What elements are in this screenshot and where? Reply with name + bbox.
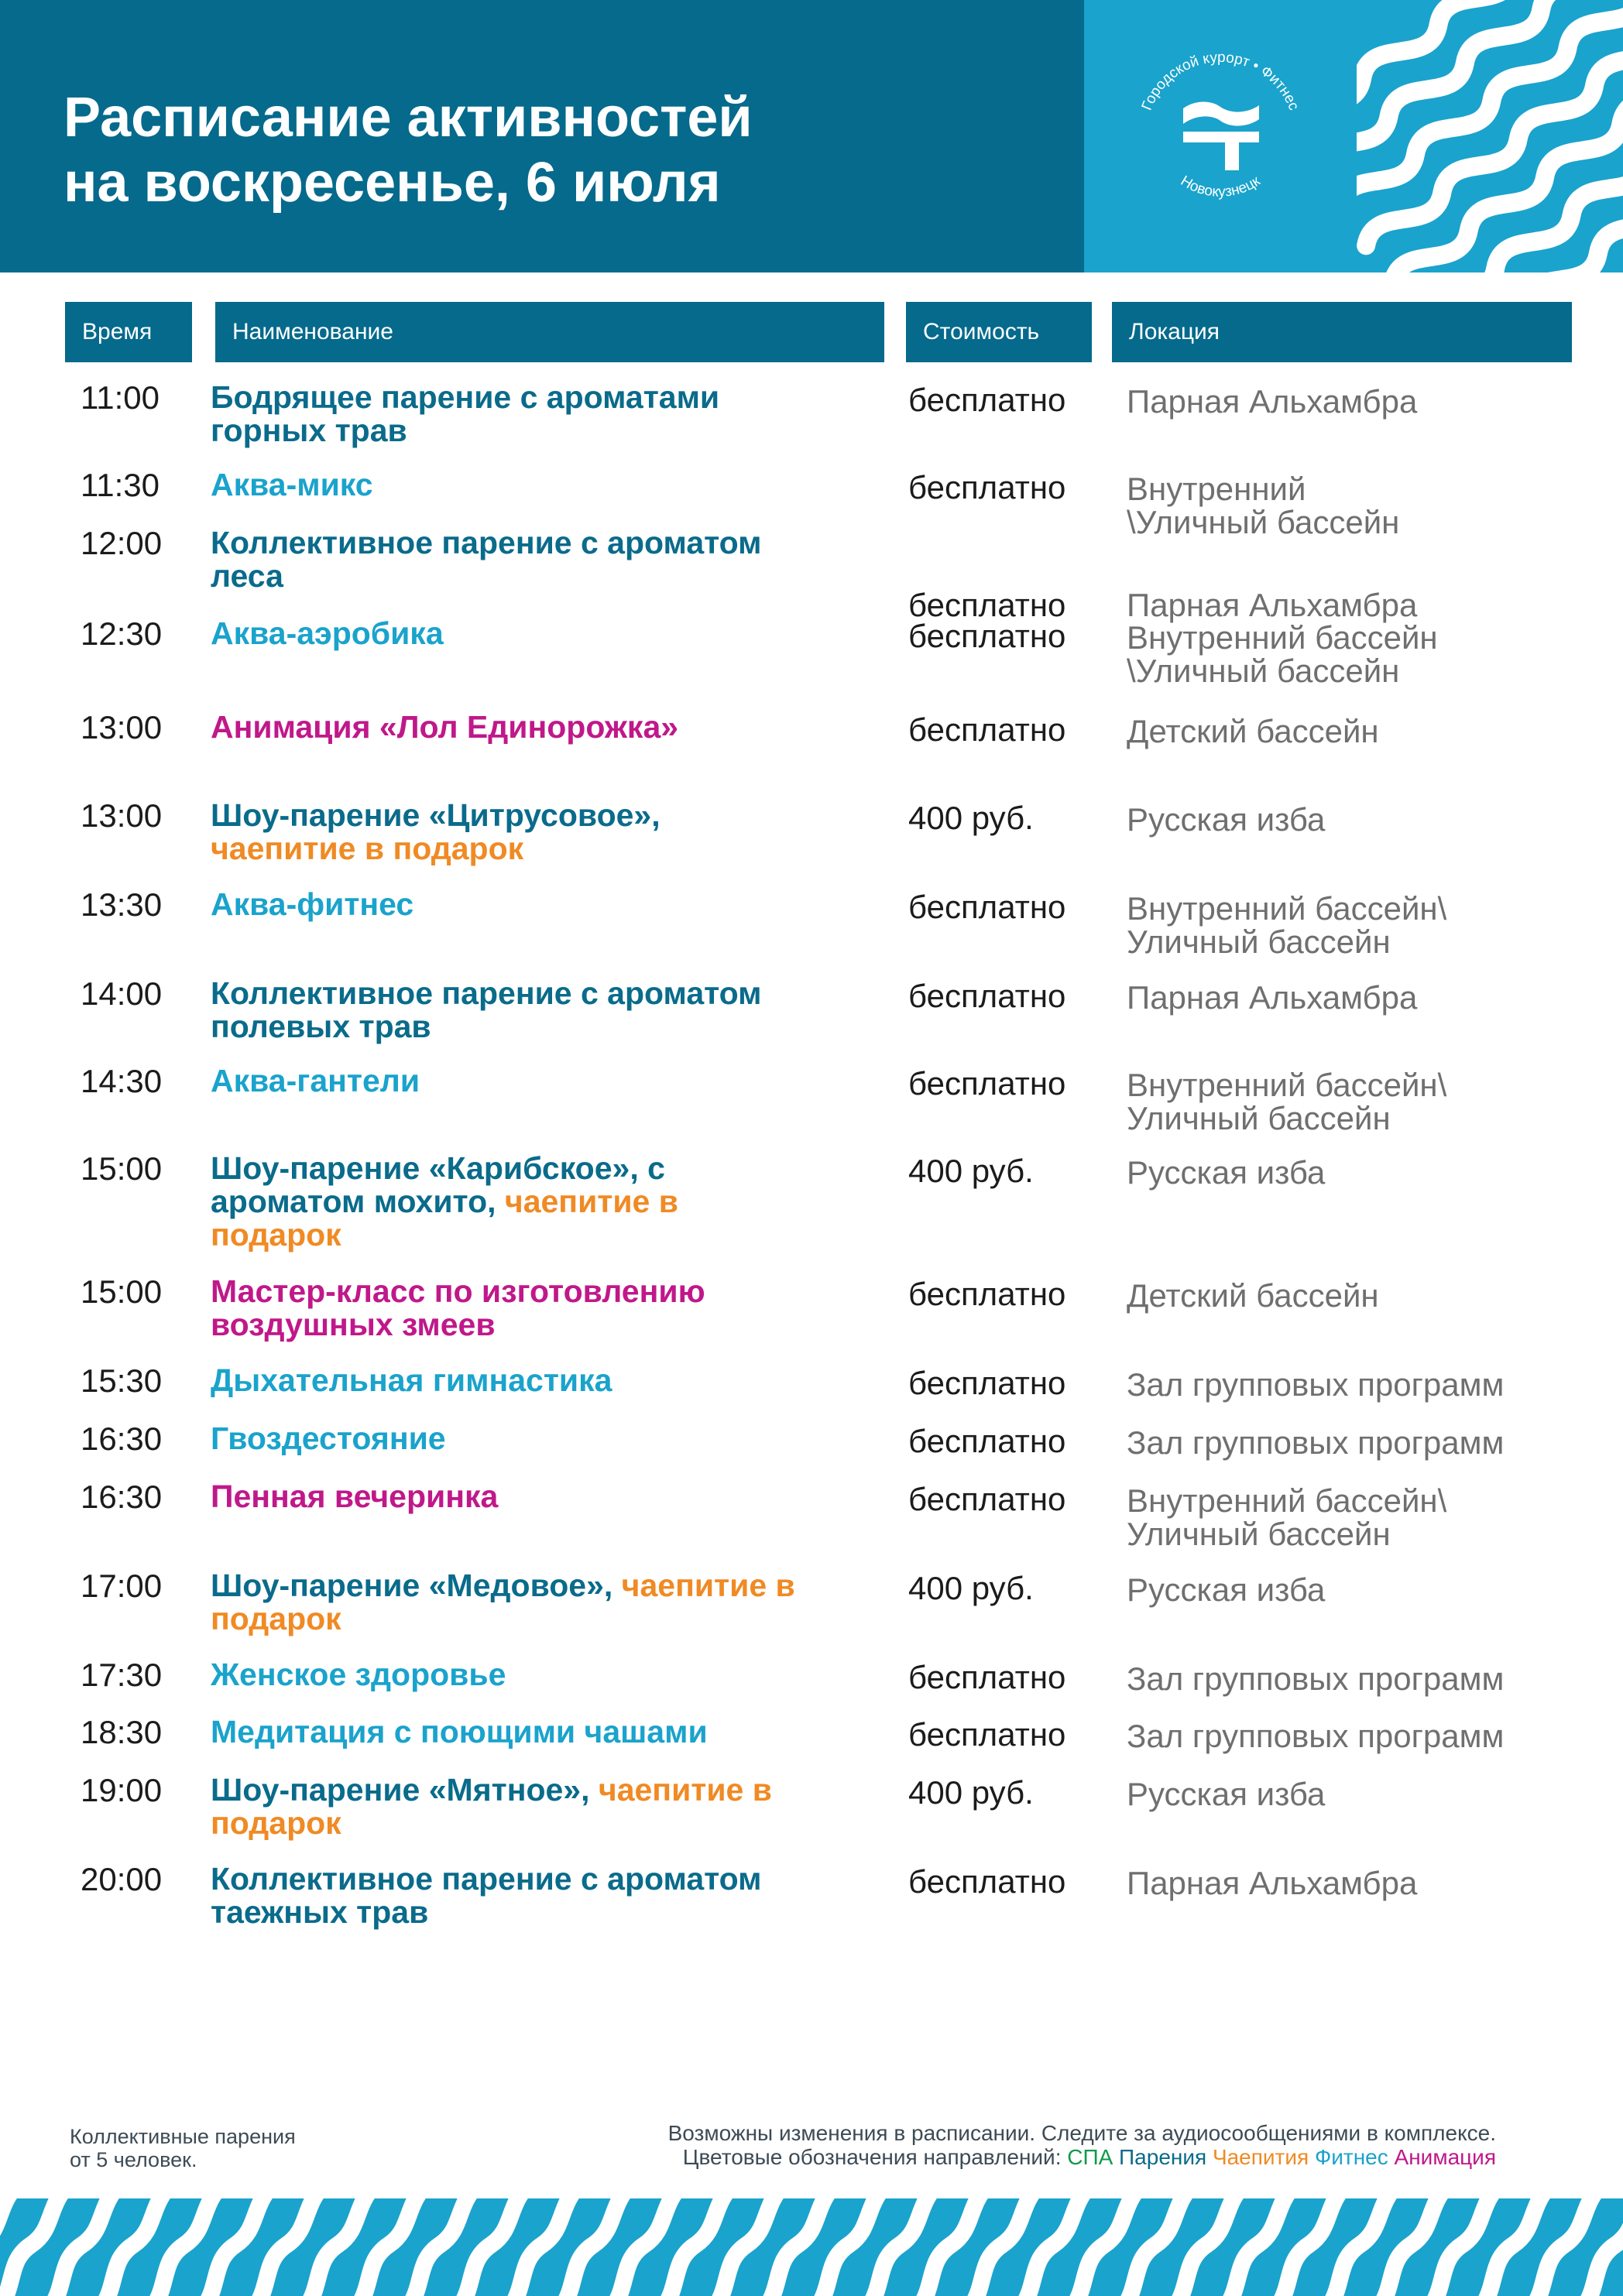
row-price: 400 руб. bbox=[908, 800, 1034, 836]
location-line: Русская изба bbox=[1127, 1154, 1326, 1191]
activity-name-line bbox=[211, 711, 678, 744]
activity-name-segment: Женское здоровье bbox=[211, 1657, 506, 1692]
wave-pattern-icon bbox=[0, 2198, 1623, 2296]
row-location bbox=[1127, 1484, 1446, 1551]
row-location bbox=[1127, 588, 1417, 622]
wave-pattern-icon bbox=[1357, 0, 1623, 272]
column-header-location: Локация bbox=[1112, 302, 1572, 362]
activity-name-line bbox=[211, 1602, 795, 1636]
activity-name-segment: подарок bbox=[211, 1217, 341, 1253]
activity-name-segment: Гвоздестояние bbox=[211, 1420, 446, 1456]
activity-name-segment: Шоу-парение «Мятное», bbox=[211, 1772, 599, 1808]
legend-item: СПА bbox=[1067, 2145, 1113, 2169]
column-header-price: Стоимость bbox=[906, 302, 1092, 362]
legend-item: Анимация bbox=[1388, 2145, 1496, 2169]
location-line: Парная Альхамбра bbox=[1127, 1865, 1418, 1901]
activity-name-line bbox=[211, 1308, 705, 1342]
activity-name-segment: ароматом мохито, bbox=[211, 1184, 505, 1219]
row-location bbox=[1127, 1719, 1504, 1753]
row-activity-name bbox=[211, 617, 444, 650]
row-activity-name bbox=[211, 888, 413, 921]
location-line: \Уличный бассейн bbox=[1127, 653, 1400, 689]
footer-notice: Возможны изменения в расписании. Следите за аудиосообщениями в комплексе. bbox=[667, 2121, 1496, 2145]
row-price: бесплатно bbox=[908, 978, 1066, 1014]
page-title bbox=[63, 85, 1055, 215]
row-activity-name bbox=[211, 1658, 506, 1691]
row-activity-name bbox=[211, 1364, 612, 1397]
row-price: бесплатно bbox=[908, 1276, 1066, 1312]
row-location bbox=[1127, 892, 1446, 958]
location-line: Детский бассейн bbox=[1127, 713, 1379, 749]
row-activity-name bbox=[211, 1480, 498, 1513]
location-line: Русская изба bbox=[1127, 1571, 1326, 1608]
wave-pattern-top bbox=[1357, 0, 1623, 272]
legend-label: Цветовые обозначения направлений: bbox=[682, 2145, 1062, 2169]
location-line: Внутренний бассейн\ bbox=[1127, 1482, 1447, 1519]
row-time: 20:00 bbox=[81, 1861, 163, 1897]
activity-name-segment: Шоу-парение «Медовое», bbox=[211, 1568, 622, 1603]
activity-name-segment: воздушных змеев bbox=[211, 1307, 496, 1342]
activity-name-segment: Шоу-парение «Цитрусовое», bbox=[211, 797, 661, 833]
row-location bbox=[1127, 1573, 1325, 1606]
row-time: 16:30 bbox=[81, 1479, 163, 1515]
row-activity-name bbox=[211, 1863, 762, 1929]
row-price: бесплатно bbox=[908, 1365, 1066, 1401]
row-price: бесплатно bbox=[908, 1659, 1066, 1695]
activity-name-segment: Дыхательная гимнастика bbox=[211, 1362, 612, 1398]
footer-left-line-2: от 5 человек. bbox=[70, 2148, 197, 2171]
location-line: Внутренний бассейн bbox=[1127, 619, 1438, 656]
activity-name-line bbox=[211, 832, 661, 865]
row-location bbox=[1127, 1866, 1417, 1900]
row-time: 13:30 bbox=[81, 886, 163, 923]
location-line: Внутренний bbox=[1127, 471, 1306, 507]
activity-name-line bbox=[211, 1480, 498, 1513]
row-time: 19:00 bbox=[81, 1772, 163, 1808]
row-price: 400 руб. bbox=[908, 1774, 1034, 1811]
activity-name-line bbox=[211, 1185, 678, 1218]
row-location bbox=[1127, 1777, 1325, 1811]
row-time: 14:00 bbox=[81, 975, 163, 1012]
row-activity-name bbox=[211, 1064, 420, 1098]
logo-ring-bottom: Новокузнецк bbox=[1177, 173, 1264, 200]
activity-name-segment: Шоу-парение «Карибское», с bbox=[211, 1150, 665, 1186]
activity-name-line bbox=[211, 1807, 772, 1840]
row-time: 15:00 bbox=[81, 1150, 163, 1187]
activity-name-line bbox=[211, 977, 762, 1010]
activity-name-segment: Коллективное парение с ароматом bbox=[211, 525, 762, 560]
row-price: бесплатно bbox=[908, 469, 1066, 505]
column-header-time: Время bbox=[65, 302, 192, 362]
activity-name-line bbox=[211, 1773, 772, 1807]
row-activity-name bbox=[211, 977, 762, 1043]
location-line: Уличный бассейн bbox=[1127, 1516, 1391, 1552]
location-line: Уличный бассейн bbox=[1127, 924, 1391, 960]
activity-name-line bbox=[211, 1364, 612, 1397]
row-price: бесплатно bbox=[908, 1863, 1066, 1900]
row-time: 12:30 bbox=[81, 615, 163, 652]
activity-name-segment: Аква-гантели bbox=[211, 1063, 420, 1098]
title-line-2: на воскресенье, 6 июля bbox=[63, 152, 721, 214]
activity-name-segment: Аква-аэробика bbox=[211, 615, 444, 651]
location-line: Зал групповых программ bbox=[1127, 1660, 1505, 1697]
activity-name-segment: Коллективное парение с ароматом bbox=[211, 975, 762, 1011]
row-activity-name bbox=[211, 526, 762, 593]
footer-note-left bbox=[70, 2125, 296, 2171]
activity-name-line bbox=[211, 1569, 795, 1602]
location-line: Парная Альхамбра bbox=[1127, 383, 1418, 420]
activity-name-line bbox=[211, 1863, 762, 1896]
activity-name-segment: Аква-фитнес bbox=[211, 886, 414, 922]
row-time: 12:00 bbox=[81, 525, 163, 561]
activity-name-line bbox=[211, 381, 719, 414]
row-time: 11:30 bbox=[81, 467, 160, 503]
color-legend bbox=[668, 2145, 1496, 2169]
row-time: 13:00 bbox=[81, 709, 163, 745]
row-price: 400 руб. bbox=[908, 1570, 1034, 1606]
activity-name-segment: горных трав bbox=[211, 413, 407, 448]
activity-name-line bbox=[211, 799, 661, 832]
activity-name-line bbox=[211, 1275, 705, 1308]
location-line: \Уличный бассейн bbox=[1127, 504, 1400, 540]
location-line: Парная Альхамбра bbox=[1127, 587, 1418, 623]
row-price: бесплатно bbox=[908, 1716, 1066, 1753]
logo-ring-top: Городской курорт • Фитнес bbox=[1138, 49, 1302, 113]
activity-name-line bbox=[211, 1152, 678, 1185]
row-location bbox=[1127, 803, 1325, 836]
header-banner bbox=[0, 0, 1084, 272]
row-price: бесплатно bbox=[908, 1481, 1066, 1517]
row-price: бесплатно bbox=[908, 1423, 1066, 1459]
location-line: Внутренний бассейн\ bbox=[1127, 1067, 1447, 1103]
svg-text:Новокузнецк bbox=[1178, 173, 1264, 200]
activity-name-segment: Мастер-класс по изготовлению bbox=[211, 1273, 705, 1309]
activity-name-line bbox=[211, 468, 373, 502]
activity-name-line bbox=[211, 1064, 420, 1098]
location-line: Парная Альхамбра bbox=[1127, 979, 1418, 1016]
row-location bbox=[1127, 1279, 1379, 1312]
footer-left-line-1: Коллективные парения bbox=[70, 2125, 296, 2148]
row-activity-name bbox=[211, 1715, 708, 1749]
row-price: бесплатно bbox=[908, 587, 1066, 623]
location-line: Внутренний бассейн\ bbox=[1127, 890, 1447, 927]
row-price: бесплатно bbox=[908, 711, 1066, 748]
legend-item: Фитнес bbox=[1309, 2145, 1388, 2169]
row-location bbox=[1127, 1426, 1504, 1459]
row-activity-name bbox=[211, 381, 719, 447]
activity-name-line bbox=[211, 1658, 506, 1691]
logo-panel bbox=[1084, 0, 1357, 272]
row-activity-name bbox=[211, 799, 661, 865]
location-line: Русская изба bbox=[1127, 801, 1326, 838]
row-time: 17:30 bbox=[81, 1657, 163, 1693]
column-header-name: Наименование bbox=[215, 302, 884, 362]
row-time: 15:30 bbox=[81, 1362, 163, 1399]
activity-name-segment: чаепитие в bbox=[598, 1772, 772, 1808]
row-location bbox=[1127, 385, 1417, 418]
row-location bbox=[1127, 472, 1399, 539]
row-activity-name bbox=[211, 711, 678, 744]
row-location bbox=[1127, 981, 1417, 1014]
activity-name-segment: чаепитие в bbox=[504, 1184, 678, 1219]
activity-name-line bbox=[211, 1715, 708, 1749]
row-time: 18:30 bbox=[81, 1714, 163, 1750]
row-time: 14:30 bbox=[81, 1063, 163, 1099]
footer-note-right bbox=[668, 2121, 1496, 2169]
activity-name-line bbox=[211, 414, 719, 447]
row-location bbox=[1127, 1662, 1504, 1695]
activity-name-segment: таежных трав bbox=[211, 1894, 429, 1930]
location-line: Детский бассейн bbox=[1127, 1277, 1379, 1314]
activity-name-segment: Бодрящее парение с ароматами bbox=[211, 379, 720, 415]
activity-name-segment: чаепитие в подарок bbox=[211, 831, 524, 866]
row-time: 11:00 bbox=[81, 379, 160, 416]
row-activity-name bbox=[211, 1569, 795, 1636]
row-price: бесплатно bbox=[908, 382, 1066, 418]
activity-name-line bbox=[211, 1218, 678, 1252]
activity-name-line bbox=[211, 560, 762, 593]
row-activity-name bbox=[211, 1773, 772, 1840]
row-time: 15:00 bbox=[81, 1273, 163, 1310]
activity-name-segment: Аква-микс bbox=[211, 467, 373, 502]
location-line: Русская изба bbox=[1127, 1776, 1326, 1812]
activity-name-segment: Медитация с поющими чашами bbox=[211, 1714, 708, 1749]
row-price: бесплатно bbox=[908, 889, 1066, 925]
activity-name-segment: леса bbox=[211, 558, 283, 594]
activity-name-line bbox=[211, 888, 413, 921]
row-location bbox=[1127, 1156, 1325, 1189]
activity-name-segment: подарок bbox=[211, 1805, 341, 1841]
row-price: 400 руб. bbox=[908, 1153, 1034, 1189]
location-line: Уличный бассейн bbox=[1127, 1100, 1391, 1136]
row-activity-name bbox=[211, 1152, 678, 1252]
row-price: бесплатно bbox=[908, 618, 1066, 654]
activity-name-line bbox=[211, 1422, 446, 1455]
activity-name-segment: полевых трав bbox=[211, 1009, 431, 1044]
activity-name-line bbox=[211, 1896, 762, 1929]
row-location bbox=[1127, 621, 1438, 687]
activity-name-segment: Анимация «Лол Единорожка» bbox=[211, 709, 679, 745]
location-line: Зал групповых программ bbox=[1127, 1718, 1505, 1754]
row-price: бесплатно bbox=[908, 1065, 1066, 1102]
legend-item: Чаепития bbox=[1206, 2145, 1309, 2169]
row-activity-name bbox=[211, 1275, 705, 1342]
activity-name-segment: чаепитие в bbox=[621, 1568, 795, 1603]
activity-name-line bbox=[211, 526, 762, 560]
row-activity-name bbox=[211, 468, 373, 502]
location-line: Зал групповых программ bbox=[1127, 1424, 1505, 1461]
location-line: Зал групповых программ bbox=[1127, 1366, 1505, 1403]
row-time: 13:00 bbox=[81, 797, 163, 834]
activity-name-segment: Коллективное парение с ароматом bbox=[211, 1861, 762, 1897]
row-time: 17:00 bbox=[81, 1568, 163, 1604]
legend-item: Парения bbox=[1113, 2145, 1207, 2169]
activity-name-segment: Пенная вечеринка bbox=[211, 1479, 499, 1514]
svg-text:Городской курорт • Фитнес bbox=[1139, 50, 1302, 113]
row-location bbox=[1127, 715, 1379, 748]
resort-logo-icon bbox=[1084, 0, 1357, 272]
row-time: 16:30 bbox=[81, 1420, 163, 1457]
row-location bbox=[1127, 1368, 1504, 1401]
activity-name-line bbox=[211, 617, 444, 650]
row-location bbox=[1127, 1068, 1446, 1135]
row-activity-name bbox=[211, 1422, 446, 1455]
wave-pattern-bottom bbox=[0, 2198, 1623, 2296]
activity-name-line bbox=[211, 1010, 762, 1043]
title-line-1: Расписание активностей bbox=[63, 87, 753, 149]
activity-name-segment: подарок bbox=[211, 1601, 341, 1636]
